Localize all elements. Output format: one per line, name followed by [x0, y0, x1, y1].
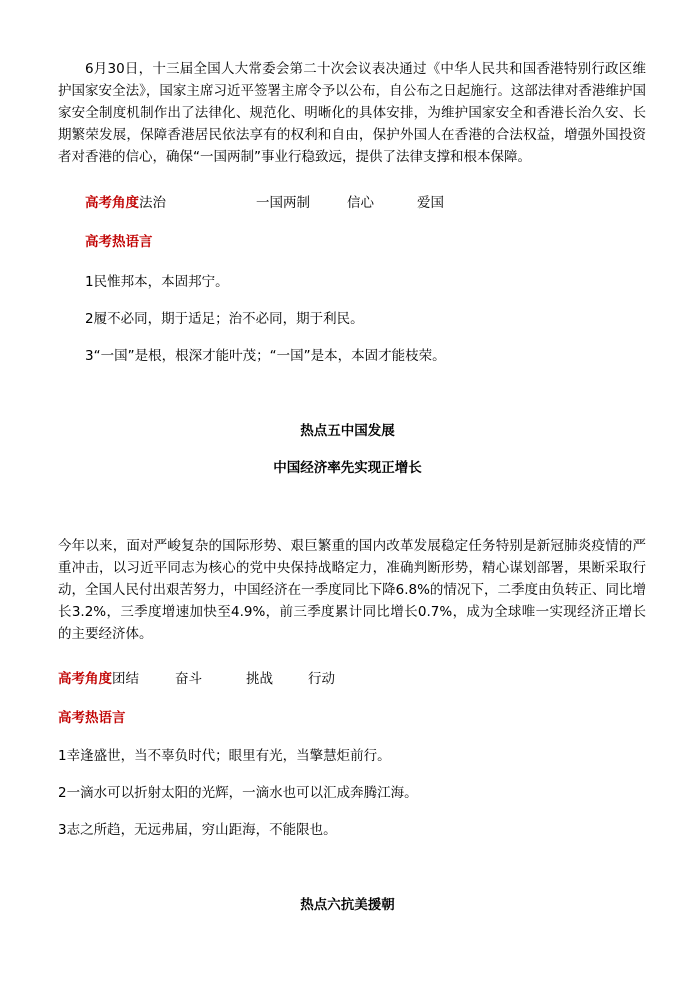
- section-heading: 热点五中国发展: [300, 423, 395, 439]
- section-subheading: 中国经济率先实现正增长: [273, 460, 422, 476]
- keyword: 奋斗: [175, 671, 202, 687]
- keyword: 挑战: [246, 671, 273, 687]
- section-heading: 热点六抗美援朝: [300, 897, 395, 913]
- exam-angle-label: 高考角度: [85, 195, 139, 211]
- hot-quotes-label: 高考热语言: [85, 234, 153, 250]
- keyword: 爱国: [417, 195, 444, 211]
- quote-line: 2一滴水可以折射太阳的光辉，一滴水也可以汇成奔腾江海。: [58, 785, 418, 801]
- quote-line: 3志之所趋，无远弗届，穷山距海，不能限也。: [58, 822, 337, 838]
- quote-line: 2履不必同，期于适足；治不必同，期于利民。: [85, 311, 364, 327]
- hot-quotes-label: 高考热语言: [58, 710, 126, 726]
- exam-angle-label: 高考角度: [58, 671, 112, 687]
- keyword: 团结: [112, 671, 139, 687]
- quote-line: 1幸逢盛世，当不辜负时代；眼里有光，当擎慧炬前行。: [58, 748, 391, 764]
- economy-paragraph: 今年以来，面对严峻复杂的国际形势、艰巨繁重的国内改革发展稳定任务特别是新冠肺炎疫情的严重冲击，以习近平同志为核心的党中央保持战略定力，准确判断形势，精心谋划部署，果断采取行动，全国人民付出艰苦努力，中国经济在一季度同比下降6.8%的情况下，二季度由负转正、同比增长3.2%，三季度增速加快至4.9%，前三季度累计同比增长0.7%，成为全球唯一实现经济正增长的主要经济体。: [58, 538, 646, 642]
- keyword: 行动: [308, 671, 335, 687]
- hk-law-paragraph: 6月30日，十三届全国人大常委会第二十次会议表决通过《中华人民共和国香港特别行政区维护国家安全法》，国家主席习近平签署主席令予以公布，自公布之日起施行。这部法律对香港维护国家安全制度机制作出了法律化、规范化、明晰化的具体安排，为维护国家安全和香港长治久安、长期繁荣发展，保障香港居民依法享有的权利和自由，保护外国人在香港的合法权益，增强外国投资者对香港的信心，确保“一国两制”事业行稳致远，提供了法律支撑和根本保障。: [58, 61, 646, 165]
- keyword: 一国两制: [256, 195, 310, 211]
- keyword: 信心: [347, 195, 374, 211]
- exam-angle-row: [58, 668, 335, 690]
- quote-line: 1民惟邦本，本固邦宁。: [85, 274, 229, 290]
- keyword: 法治: [139, 195, 166, 211]
- quote-line: 3“一国”是根，根深才能叶茂；“一国”是本，本固才能枝荣。: [85, 348, 446, 364]
- exam-angle-row: [85, 192, 444, 214]
